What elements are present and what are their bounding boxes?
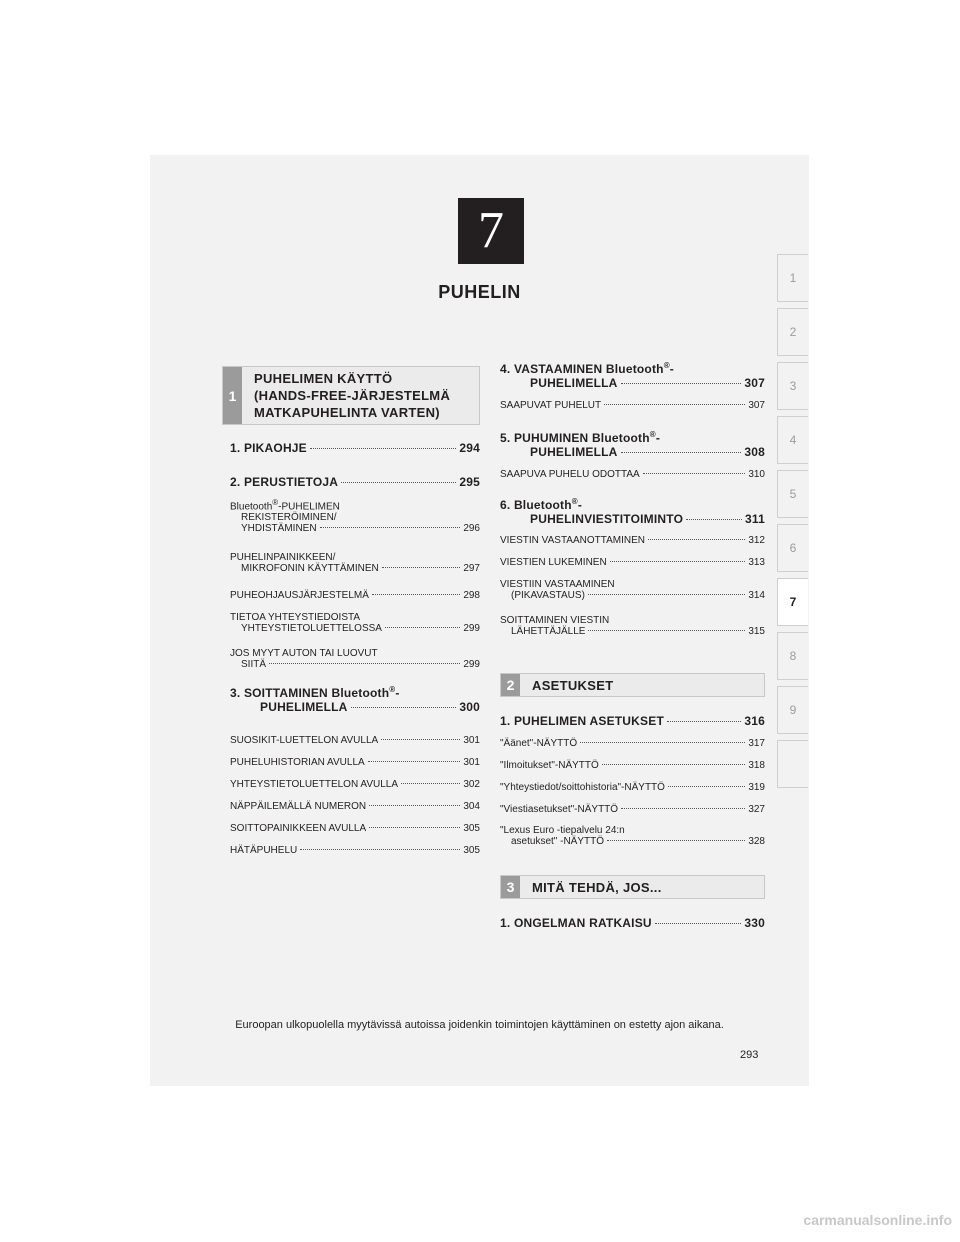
section-header-3 <box>500 875 765 899</box>
chapter-tabs <box>777 254 808 794</box>
toc-subentry[interactable]: SOITTAMINEN VIESTIN LÄHETTÄJÄLLE 315 <box>500 615 765 637</box>
chapter-title: PUHELIN <box>438 282 521 302</box>
toc-subentry[interactable]: SOITTOPAINIKKEEN AVULLA 305 <box>230 823 480 834</box>
toc-subentry[interactable]: VIESTIIN VASTAAMINEN (PIKAVASTAUS) 314 <box>500 579 765 601</box>
section-title: PUHELIMEN KÄYTTÖ (HANDS-FREE-JÄRJESTELMÄ MATKAPUHELINTA VARTEN) <box>254 371 451 420</box>
toc-subentry[interactable]: "Ilmoitukset"-NÄYTTÖ 318 <box>500 760 765 771</box>
toc-entry[interactable]: 2. PERUSTIETOJA 295 <box>230 475 480 489</box>
toc-subentry[interactable]: "Yhteystiedot/soittohistoria"-NÄYTTÖ 319 <box>500 782 765 793</box>
chapter-tab-7[interactable]: 7 <box>777 578 808 626</box>
toc-entry[interactable]: 1. PUHELIMEN ASETUKSET 316 <box>500 714 765 728</box>
toc-entry[interactable]: 1. PIKAOHJE 294 <box>230 441 480 455</box>
section-number: 1 <box>223 367 242 424</box>
toc-subentry[interactable]: VIESTIEN LUKEMINEN 313 <box>500 557 765 568</box>
toc-subentry[interactable]: SAAPUVA PUHELU ODOTTAA 310 <box>500 469 765 480</box>
chapter-tab-8[interactable]: 8 <box>777 632 808 680</box>
toc-subentry[interactable]: PUHEOHJAUSJÄRJESTELMÄ 298 <box>230 590 480 601</box>
toc-entry[interactable]: 3. SOITTAMINEN Bluetooth®- PUHELIMELLA 300 <box>230 685 480 714</box>
toc-subentry[interactable]: TIETOA YHTEYSTIEDOISTA YHTEYSTIETOLUETTELOSSA 299 <box>230 612 480 634</box>
chapter-tab-9[interactable]: 9 <box>777 686 808 734</box>
toc-troubleshooting <box>500 912 765 942</box>
chapter-number-box: 7 <box>458 198 524 264</box>
section-header-2 <box>500 673 765 697</box>
toc-right-column <box>500 355 765 655</box>
toc-left-column <box>230 435 480 1035</box>
toc-subentry[interactable]: YHTEYSTIETOLUETTELON AVULLA 302 <box>230 779 480 790</box>
toc-subentry[interactable]: Bluetooth®-PUHELIMEN REKISTERÖIMINEN/ YHDISTÄMINEN 296 <box>230 498 480 535</box>
chapter-tab-4[interactable]: 4 <box>777 416 808 464</box>
chapter-tab-1[interactable]: 1 <box>777 254 808 302</box>
toc-settings <box>500 705 765 865</box>
toc-subentry[interactable]: NÄPPÄILEMÄLLÄ NUMERON 304 <box>230 801 480 812</box>
toc-subentry[interactable]: PUHELINPAINIKKEEN/ MIKROFONIN KÄYTTÄMINEN 297 <box>230 552 480 574</box>
toc-subentry[interactable]: HÄTÄPUHELU 305 <box>230 845 480 856</box>
page-number: 293 <box>740 1049 759 1061</box>
toc-subentry[interactable]: "Äänet"-NÄYTTÖ 317 <box>500 738 765 749</box>
toc-entry[interactable]: 4. VASTAAMINEN Bluetooth®- PUHELIMELLA 307 <box>500 361 765 390</box>
toc-subentry[interactable]: PUHELUHISTORIAN AVULLA 301 <box>230 757 480 768</box>
toc-subentry[interactable]: VIESTIN VASTAANOTTAMINEN 312 <box>500 535 765 546</box>
chapter-tab-2[interactable]: 2 <box>777 308 808 356</box>
toc-entry[interactable]: 6. Bluetooth®- PUHELINVIESTITOIMINTO 311 <box>500 497 765 526</box>
chapter-tab-blank[interactable] <box>777 740 808 788</box>
toc-subentry[interactable]: JOS MYYT AUTON TAI LUOVUT SIITÄ 299 <box>230 648 480 670</box>
chapter-tab-3[interactable]: 3 <box>777 362 808 410</box>
section-header-1 <box>222 366 480 425</box>
toc-subentry[interactable]: SAAPUVAT PUHELUT 307 <box>500 400 765 411</box>
toc-subentry[interactable]: SUOSIKIT-LUETTELON AVULLA 301 <box>230 735 480 746</box>
chapter-tab-6[interactable]: 6 <box>777 524 808 572</box>
section-number: 3 <box>501 876 520 898</box>
toc-subentry[interactable]: "Lexus Euro -tiepalvelu 24:n asetukset" -NÄYTTÖ 328 <box>500 825 765 847</box>
section-title: ASETUKSET <box>532 677 614 693</box>
section-title: MITÄ TEHDÄ, JOS... <box>532 879 662 895</box>
toc-entry[interactable]: 1. ONGELMAN RATKAISU 330 <box>500 916 765 930</box>
watermark: carmanualsonline.info <box>803 1212 952 1228</box>
footer-note: Euroopan ulkopuolella myytävissä autoissa joidenkin toimintojen käyttäminen on estetty ajon aikana. <box>235 1019 724 1031</box>
section-number: 2 <box>501 674 520 696</box>
toc-entry[interactable]: 5. PUHUMINEN Bluetooth®- PUHELIMELLA 308 <box>500 430 765 459</box>
toc-subentry[interactable]: "Viestiasetukset"-NÄYTTÖ 327 <box>500 804 765 815</box>
chapter-tab-5[interactable]: 5 <box>777 470 808 518</box>
